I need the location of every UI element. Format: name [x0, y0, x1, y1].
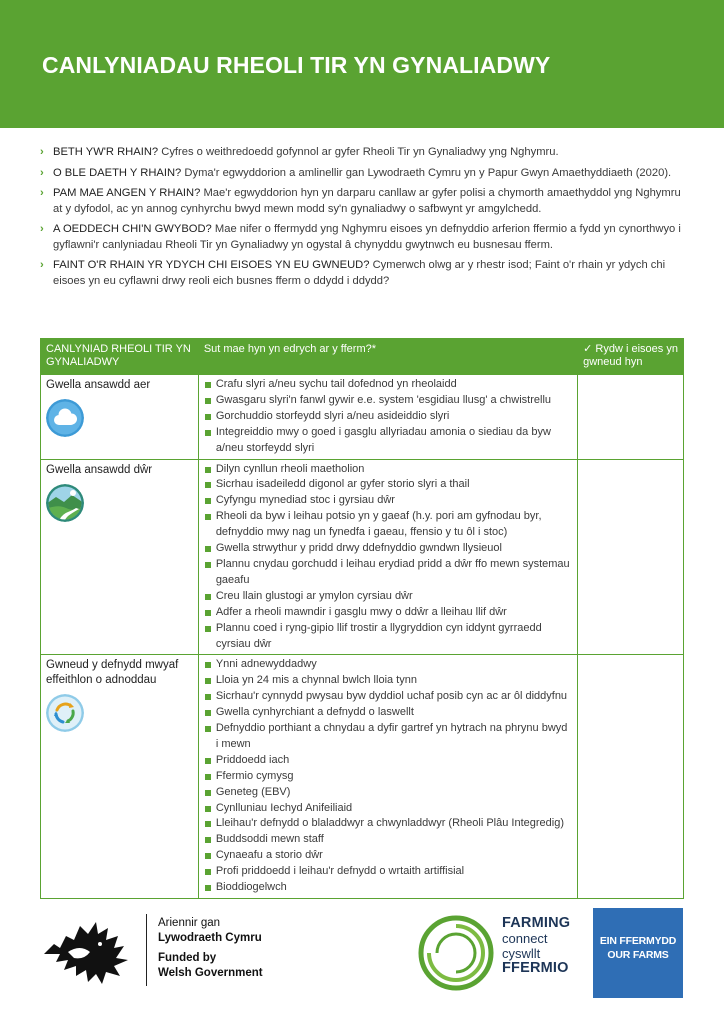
header-already-doing: ✓ Rydw i eisoes yn gwneud hyn — [578, 339, 684, 375]
list-item: Integreiddio mwy o goed i gasglu allyriadau amonia o siediau da byw a/neu storfeydd slyri — [204, 425, 572, 457]
funded-welsh-label: Ariennir gan — [158, 917, 221, 929]
chevron-right-icon: › — [40, 223, 44, 235]
list-item: Gwasgaru slyri'n fanwl gywir e.e. system 'esgidiau llusg' a chwistrellu — [204, 393, 572, 409]
intro-answer: Mae'r egwyddorion hyn yn darparu canllaw ar gyfer polisi a chymorth amaethyddol yng Nghymru at y dyfodol, ac yn annog cynhyrchu bwyd mewn modd sy'n gynaliadwy o safbwynt yr amgylchedd. — [53, 187, 681, 215]
intro-answer: Dyma'r egwyddorion a amlinellir gan Lywodraeth Cymru yn y Papur Gwyn Amaethyddiaeth (2020). — [184, 166, 672, 179]
intro-question: FAINT O'R RHAIN YR YDYCH CHI EISOES YN EU GWNEUD? — [53, 259, 370, 271]
ourfarms-welsh: EIN FFERMYDD — [599, 935, 677, 947]
list-item: Plannu coed i ryng-gipio llif trostir a llygryddion cyn iddynt gyrraedd cyrsiau dŵr — [204, 621, 572, 653]
recycle-icon — [46, 694, 84, 732]
outcomes-table — [40, 338, 684, 899]
practice-list — [204, 377, 572, 457]
funded-en-org: Welsh Government — [158, 966, 263, 979]
list-item: Gorchuddio storfeydd slyri a/neu asideiddio slyri — [204, 409, 572, 425]
table-header-row — [41, 339, 684, 375]
list-item: Creu llain glustogi ar ymylon cyrsiau dŵr — [204, 589, 572, 605]
ourfarms-english: OUR FARMS — [607, 949, 669, 961]
divider — [146, 914, 147, 986]
checkbox-cell[interactable] — [578, 375, 684, 460]
outcome-label: Gwella ansawdd dŵr — [46, 463, 153, 476]
intro-question: BETH YW'R RHAIN? — [53, 146, 159, 158]
list-item: Rheoli da byw i leihau potsio yn y gaeaf (h.y. pori am gyfnodau byr, defnyddio mwy nag un fynedfa i gaeau, ffensio y tu ôl i stoc) — [204, 509, 572, 541]
list-item: Sicrhau isadeiledd digonol ar gyfer storio slyri a thail — [204, 477, 572, 493]
funded-welsh-org: Lywodraeth Cymru — [158, 931, 262, 944]
chevron-right-icon: › — [40, 187, 44, 199]
list-item: Cyfyngu mynediad stoc i gyrsiau dŵr — [204, 493, 572, 509]
header-outcome: CANLYNIAD RHEOLI TIR YN GYNALIADWY — [41, 339, 199, 375]
checkbox-cell[interactable] — [578, 655, 684, 899]
list-item: Crafu slyri a/neu sychu tail dofednod yn rheolaidd — [204, 377, 572, 393]
header-banner — [0, 0, 724, 128]
funded-en-label: Funded by — [158, 952, 217, 964]
intro-item — [40, 222, 690, 253]
list-item: Priddoedd iach — [204, 753, 572, 769]
outcome-label: Gwella ansawdd aer — [46, 379, 151, 391]
intro-answer: Cymerwch olwg ar y rhestr isod; Faint o'r rhain yr ydych chi eisoes yn eu cyflawni drwy reoli eich busnes fferm o ddydd i ddydd? — [53, 259, 666, 287]
list-item: Cynlluniau Iechyd Anifeiliaid — [204, 801, 572, 817]
river-landscape-icon — [46, 484, 84, 522]
list-item: Bioddiogelwch — [204, 880, 572, 896]
outcome-cell — [41, 459, 199, 655]
intro-item — [40, 145, 690, 161]
chevron-right-icon: › — [40, 146, 44, 158]
practice-list — [204, 462, 572, 653]
list-item: Cynaeafu a storio dŵr — [204, 848, 572, 864]
footer — [0, 900, 724, 1024]
fc-line4: FFERMIO — [502, 960, 569, 976]
list-item: Ffermio cymysg — [204, 769, 572, 785]
farming-connect-wordmark — [502, 916, 570, 976]
list-item: Lloia yn 24 mis a chynnal bwlch lloia tynn — [204, 673, 572, 689]
list-item: Plannu cnydau gorchudd i leihau erydiad pridd a dŵr ffo mewn systemau gaeafu — [204, 557, 572, 589]
intro-answer: Cyfres o weithredoedd gofynnol ar gyfer Rheoli Tir yn Gynaliadwy yng Nghymru. — [161, 146, 559, 158]
list-item: Gwella cynhyrchiant a defnydd o laswellt — [204, 705, 572, 721]
list-item: Defnyddio porthiant a chnydau a dyfir gartref yn hytrach na phrynu bwyd i mewn — [204, 721, 572, 753]
practices-cell — [198, 655, 577, 899]
list-item: Lleihau'r defnydd o blaladdwyr a chwynladdwyr (Rheoli Plâu Integredig) — [204, 816, 572, 832]
practices-cell — [198, 459, 577, 655]
chevron-right-icon: › — [40, 259, 44, 271]
list-item: Ynni adnewyddadwy — [204, 657, 572, 673]
table-row — [41, 655, 684, 899]
fc-line1: FARMING — [502, 915, 571, 931]
intro-question: PAM MAE ANGEN Y RHAIN? — [53, 187, 201, 199]
list-item: Geneteg (EBV) — [204, 785, 572, 801]
table-row — [41, 375, 684, 460]
list-item: Gwella strwythur y pridd drwy ddefnyddio gwndwn llysieuol — [204, 541, 572, 557]
header-farm-practice: Sut mae hyn yn edrych ar y fferm?* — [198, 339, 577, 375]
welsh-dragon-logo-icon — [40, 914, 136, 990]
funding-statement — [158, 916, 263, 980]
fc-line3: cyswllt — [502, 946, 541, 961]
fc-line2: connect — [502, 931, 548, 946]
table-row — [41, 459, 684, 655]
list-item: Adfer a rheoli mawndir i gasglu mwy o ddŵr a lleihau llif dŵr — [204, 605, 572, 621]
outcome-cell — [41, 375, 199, 460]
intro-item — [40, 186, 690, 217]
intro-item — [40, 258, 690, 289]
cloud-icon — [46, 399, 84, 437]
chevron-right-icon: › — [40, 166, 44, 179]
intro-question: O BLE DAETH Y RHAIN? — [53, 166, 182, 179]
list-item: Dilyn cynllun rheoli maetholion — [204, 462, 572, 478]
list-item: Buddsoddi mewn staff — [204, 832, 572, 848]
intro-item — [40, 166, 690, 182]
outcome-cell — [41, 655, 199, 899]
intro-question: A OEDDECH CHI'N GWYBOD? — [53, 223, 212, 235]
list-item: Profi priddoedd i leihau'r defnydd o wrtaith artiffisial — [204, 864, 572, 880]
outcome-label: Gwneud y defnydd mwyaf effeithlon o adnoddau — [46, 659, 179, 687]
practice-list — [204, 657, 572, 896]
intro-answer: Mae nifer o ffermydd yng Nghymru eisoes yn defnyddio arferion ffermio a fydd yn cynorthwyo i gyflawni'r canlyniadau Rheoli Tir yn Gynaliadwy yn ogystal â chynyddu gwytnwch eu busnesau fferm. — [53, 223, 681, 251]
list-item: Sicrhau'r cynnydd pwysau byw dyddiol uchaf posib cyn ac ar ôl diddyfnu — [204, 689, 572, 705]
practices-cell — [198, 375, 577, 460]
intro-section — [40, 145, 690, 294]
farming-connect-ring-icon — [415, 912, 497, 994]
page-title: CANLYNIADAU RHEOLI TIR YN GYNALIADWY — [42, 52, 551, 78]
checkbox-cell[interactable] — [578, 459, 684, 655]
our-farms-logo — [593, 908, 683, 998]
